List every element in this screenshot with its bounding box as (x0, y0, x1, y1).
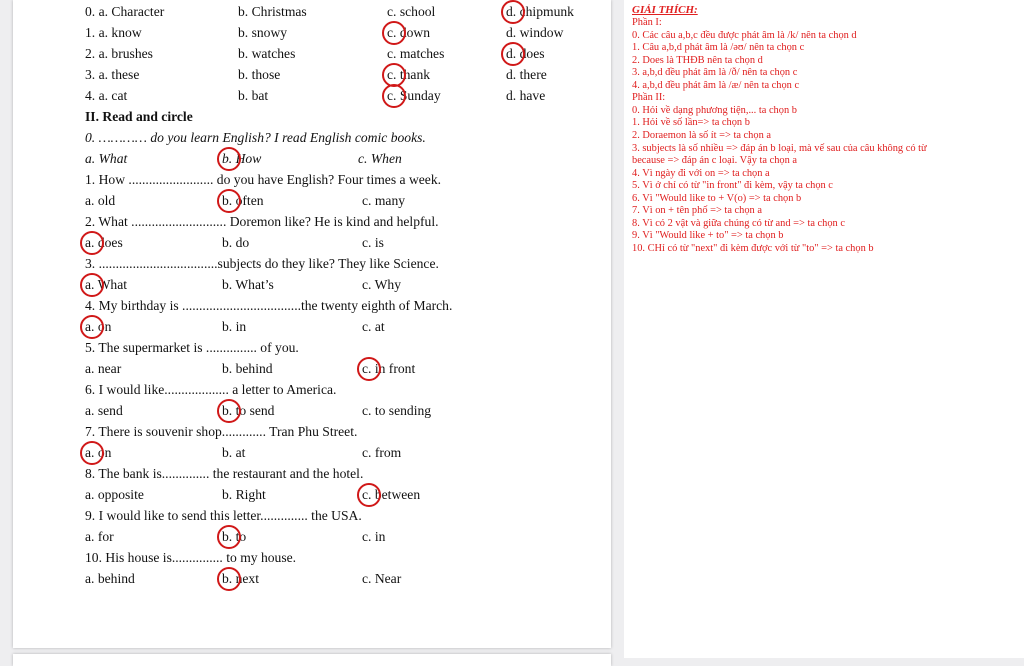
phonetic-option-c: c. down (387, 25, 431, 40)
explanation-line: 4. Vì ngày đi với on => ta chọn a (632, 167, 770, 179)
answer-circle-icon (80, 273, 104, 297)
answer-circle-icon (80, 231, 104, 255)
question-text: 10. His house is............... to my house. (85, 550, 297, 565)
explanation-line: Phần I: (632, 17, 662, 28)
answer-option-a: a. old (85, 193, 116, 208)
phonetic-option-d: d. have (506, 88, 546, 103)
explanation-title: GIẢI THÍCH: (632, 4, 698, 16)
phonetic-option-d: d. there (506, 67, 547, 82)
answer-option-b: b. How (222, 151, 262, 166)
answer-option-a: a. What (85, 277, 128, 292)
answer-option-b: b. to (222, 529, 247, 544)
explanation-line: 3. a,b,d đều phát âm là /ð/ nên ta chọn c (632, 67, 798, 79)
question-text: 6. I would like................... a letter to America. (85, 382, 337, 397)
phonetic-option-b: b. snowy (238, 25, 288, 40)
explanation-line: 1. Câu a,b,d phát âm là /əʊ/ nên ta chọn c (632, 42, 805, 54)
explanation-line: 4. a,b,d đều phát âm là /æ/ nên ta chọn c (632, 79, 800, 91)
answer-circle-icon (217, 189, 241, 213)
phonetic-option-b: b. bat (238, 88, 269, 103)
answer-option-c: c. from (362, 445, 402, 460)
explanation-line: Phần II: (632, 92, 666, 104)
explanation-line: 2. Does là THĐB nên ta chọn d (632, 54, 763, 66)
answer-circle-icon (217, 147, 241, 171)
answer-option-a: a. does (85, 235, 123, 250)
next-page-edge (13, 654, 611, 666)
answer-option-b: b. What’s (222, 277, 274, 292)
explanation-line: 0. Hỏi về dạng phương tiện,... ta chọn b (632, 104, 797, 116)
answer-option-b: b. do (222, 235, 250, 250)
explanation-line: 9. Vì "Would like + to" => ta chọn b (632, 230, 784, 242)
answer-option-c: c. to sending (362, 403, 432, 418)
answer-option-c: c. at (362, 319, 385, 334)
answer-option-c: c. When (358, 151, 402, 166)
question-text: 1. How ......................... do you have English? Four times a week. (85, 172, 442, 187)
phonetic-option-a: 2. a. brushes (85, 46, 153, 61)
answer-option-b: b. Right (222, 487, 266, 502)
answer-option-b: b. in (222, 319, 247, 334)
answer-option-c: c. many (362, 193, 406, 208)
phonetic-option-b: b. Christmas (238, 4, 307, 19)
explanation-panel (624, 0, 1024, 658)
phonetic-option-b: b. those (238, 67, 281, 82)
answer-option-b: b. at (222, 445, 246, 460)
answer-option-c: c. Why (362, 277, 402, 292)
phonetic-option-a: 4. a. cat (85, 88, 128, 103)
answer-circle-icon (501, 42, 525, 66)
question-text: 8. The bank is.............. the restaurant and the hotel. (85, 466, 364, 481)
phonetic-option-c: c. matches (387, 46, 445, 61)
phonetic-option-d: d. does (506, 46, 545, 61)
answer-circle-icon (217, 567, 241, 591)
answer-circle-icon (80, 315, 104, 339)
explanation-line: 6. Vì "Would like to + V(o) => ta chọn b (632, 192, 802, 204)
answer-circle-icon (357, 483, 381, 507)
answer-option-c: c. in (362, 529, 386, 544)
question-text: 5. The supermarket is ............... of you. (85, 340, 299, 355)
phonetic-option-b: b. watches (238, 46, 296, 61)
explanation-line: 2. Doraemon là số ít => ta chọn a (632, 129, 771, 141)
phonetic-option-a: 3. a. these (85, 67, 140, 82)
answer-option-c: c. in front (362, 361, 416, 376)
question-text: 2. What ............................ Doremon like? He is kind and helpful. (85, 214, 439, 229)
phonetic-option-d: d. chipmunk (506, 4, 574, 19)
explanation-line: 0. Các câu a,b,c đều được phát âm là /k/ nên ta chọn d (632, 29, 857, 41)
answer-option-c: c. is (362, 235, 384, 250)
answer-option-b: b. next (222, 571, 259, 586)
answer-option-a: a. on (85, 445, 112, 460)
phonetic-option-c: c. school (387, 4, 436, 19)
answer-option-a: a. near (85, 361, 122, 376)
answer-circle-icon (80, 441, 104, 465)
explanation-line: 3. subjects là số nhiều => đáp án b loại, mà vế sau của câu không có từ (632, 142, 927, 154)
answer-circle-icon (217, 525, 241, 549)
question-text: 4. My birthday is ...................................the twenty eighth of March. (85, 298, 453, 313)
phonetic-option-a: 1. a. know (85, 25, 142, 40)
answer-option-b: b. often (222, 193, 264, 208)
explanation-line: 8. Vì có 2 vật và giữa chúng có từ and => ta chọn c (632, 217, 845, 229)
answer-option-a: a. opposite (85, 487, 144, 502)
question-text: 3. ...................................subjects do they like? They like Science. (85, 256, 439, 271)
answer-option-b: b. behind (222, 361, 273, 376)
explanation-line: because => đáp án c loại. Vậy ta chọn a (632, 155, 798, 167)
answer-circle-icon (382, 21, 406, 45)
question-text: 0. ………… do you learn English? I read English comic books. (85, 130, 426, 145)
answer-option-a: a. on (85, 319, 112, 334)
phonetic-option-c: c. Sunday (387, 88, 441, 103)
answer-circle-icon (357, 357, 381, 381)
phonetic-option-a: 0. a. Character (85, 4, 165, 19)
explanation-line: 5. Vì ở chỉ có từ "in front" đi kèm, vậy ta chọn c (632, 180, 833, 192)
explanation-line: 7. Vì on + tên phố => ta chọn a (632, 205, 762, 217)
question-text: 7. There is souvenir shop............. Tran Phu Street. (85, 424, 358, 439)
answer-option-c: c. between (362, 487, 421, 502)
question-text: 9. I would like to send this letter.............. the USA. (85, 508, 362, 523)
answer-option-a: a. for (85, 529, 114, 544)
explanation-line: 1. Hỏi về số lần=> ta chọn b (632, 117, 750, 129)
answer-circle-icon (382, 84, 406, 108)
answer-option-a: a. What (85, 151, 128, 166)
phonetic-option-c: c. thank (387, 67, 431, 82)
answer-circle-icon (501, 0, 525, 24)
answer-option-b: b. to send (222, 403, 275, 418)
phonetic-option-d: d. window (506, 25, 564, 40)
answer-option-a: a. behind (85, 571, 135, 586)
explanation-line: 10. CHỉ có từ "next" đi kèm được với từ "to" => ta chọn b (632, 242, 874, 254)
answer-circle-icon (217, 399, 241, 423)
answer-option-a: a. send (85, 403, 123, 418)
answer-option-c: c. Near (362, 571, 402, 586)
section-title: II. Read and circle (85, 109, 193, 124)
